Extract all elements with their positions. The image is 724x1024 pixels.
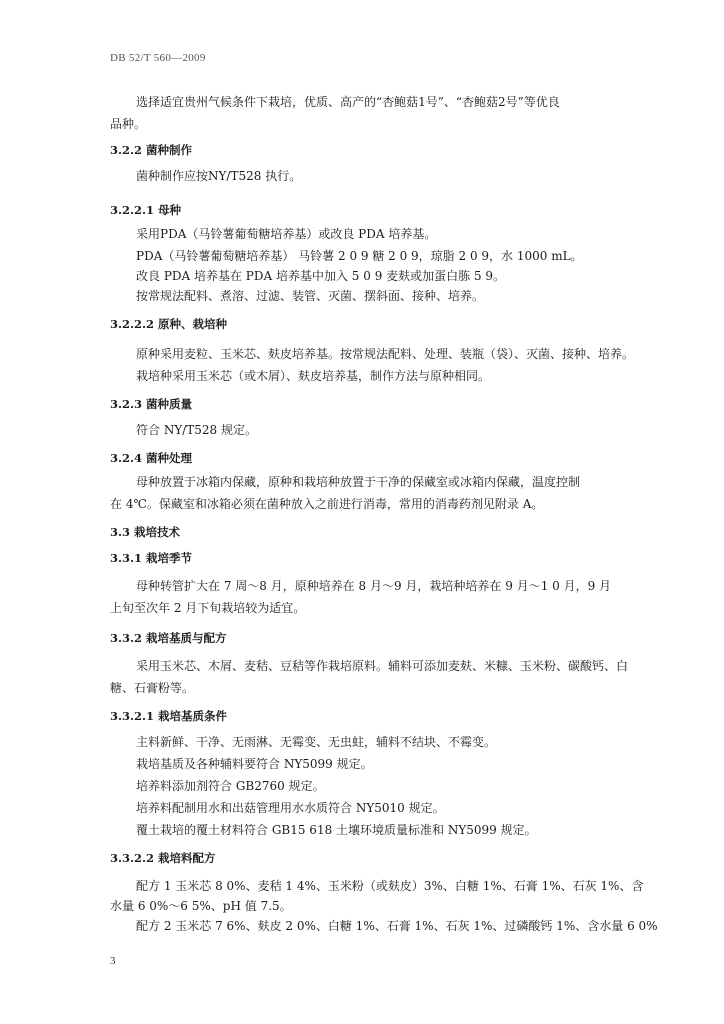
section-heading: 3.3.2 栽培基质与配方: [110, 631, 227, 645]
section-heading: 3.2.3 菌种质量: [110, 397, 193, 411]
paragraph-line: 栽培种采用玉米芯（或木屑）、麸皮培养基，制作方法与原种相同。: [136, 369, 491, 383]
page-number: 3: [110, 955, 116, 967]
section-heading: 3.3 栽培技术: [110, 525, 181, 539]
paragraph-line: 主料新鲜、干净、无雨淋、无霉变、无虫蛀，辅料不结块、不霉变。: [136, 735, 497, 749]
section-heading: 3.3.1 栽培季节: [110, 551, 193, 565]
paragraph-continuation-line: 品种。: [110, 117, 147, 131]
paragraph-continuation-line: 在 4℃。保藏室和冰箱必须在菌种放入之前进行消毒，常用的消毒药剂见附录 A。: [110, 497, 544, 511]
paragraph-line: 配方 2 玉米芯 7 6%、麸皮 2 0%、白糖 1%、石膏 1%、石灰 1%、过磷酸钙 1%、含水量 6 0%: [136, 919, 658, 933]
paragraph-continuation-line: 上旬至次年 2 月下旬栽培较为适宜。: [110, 601, 306, 615]
section-heading: 3.3.2.1 栽培基质条件: [110, 709, 228, 723]
paragraph-line: 改良 PDA 培养基在 PDA 培养基中加入 5 0 9 麦麸或加蛋白胨 5 9。: [136, 269, 506, 283]
paragraph-line: 按常规法配料、煮溶、过滤、装管、灭菌、摆斜面、接种、培养。: [136, 289, 485, 303]
paragraph-line: 覆土栽培的覆土材料符合 GB15 618 土壤环境质量标准和 NY5099 规定。: [136, 823, 537, 837]
paragraph-line: 符合 NY/T528 规定。: [136, 423, 258, 437]
paragraph-line: 采用玉米芯、木屑、麦秸、豆秸等作栽培原料。辅料可添加麦麸、米糠、玉米粉、碳酸钙、白: [136, 659, 629, 673]
paragraph-line: 选择适宜贵州气候条件下栽培，优质、高产的“杏鲍菇1号”、“杏鲍菇2号”等优良: [136, 95, 560, 109]
paragraph-line: 母种转管扩大在 7 周～8 月，原种培养在 8 月～9 月，栽培种培养在 9 月～1 0 月，9 月: [136, 579, 612, 593]
section-heading: 3.3.2.2 栽培料配方: [110, 851, 216, 865]
paragraph-continuation-line: 糖、石膏粉等。: [110, 681, 195, 695]
section-heading: 3.2.2.1 母种: [110, 203, 182, 217]
paragraph-line: PDA（马铃薯葡萄糖培养基） 马铃薯 2 0 9 糖 2 0 9，琼脂 2 0 9，水 1000 mL。: [136, 249, 583, 263]
paragraph-line: 栽培基质及各种辅料要符合 NY5099 规定。: [136, 757, 373, 771]
section-heading: 3.2.4 菌种处理: [110, 451, 193, 465]
paragraph-line: 菌种制作应按NY/T528 执行。: [136, 169, 302, 183]
section-heading: 3.2.2.2 原种、栽培种: [110, 317, 228, 331]
paragraph-line: 采用PDA（马铃薯葡萄糖培养基）或改良 PDA 培养基。: [136, 227, 437, 241]
paragraph-line: 培养料添加剂符合 GB2760 规定。: [136, 779, 325, 793]
paragraph-line: 配方 1 玉米芯 8 0%、麦秸 1 4%、玉米粉（或麸皮）3%、白糖 1%、石膏 1%、石灰 1%、含: [136, 879, 644, 893]
section-heading: 3.2.2 菌种制作: [110, 143, 193, 157]
page-header: DB 52/T 560—2009: [110, 52, 206, 64]
paragraph-line: 母种放置于冰箱内保藏，原种和栽培种放置于干净的保藏室或冰箱内保藏，温度控制: [136, 475, 581, 489]
paragraph-line: 原种采用麦粒、玉米芯、麸皮培养基。按常规法配料、处理、装瓶（袋）、灭菌、接种、培养。: [136, 347, 635, 361]
paragraph-continuation-line: 水量 6 0%～6 5%、pH 值 7.5。: [110, 899, 292, 913]
paragraph-line: 培养料配制用水和出菇管理用水水质符合 NY5010 规定。: [136, 801, 445, 815]
